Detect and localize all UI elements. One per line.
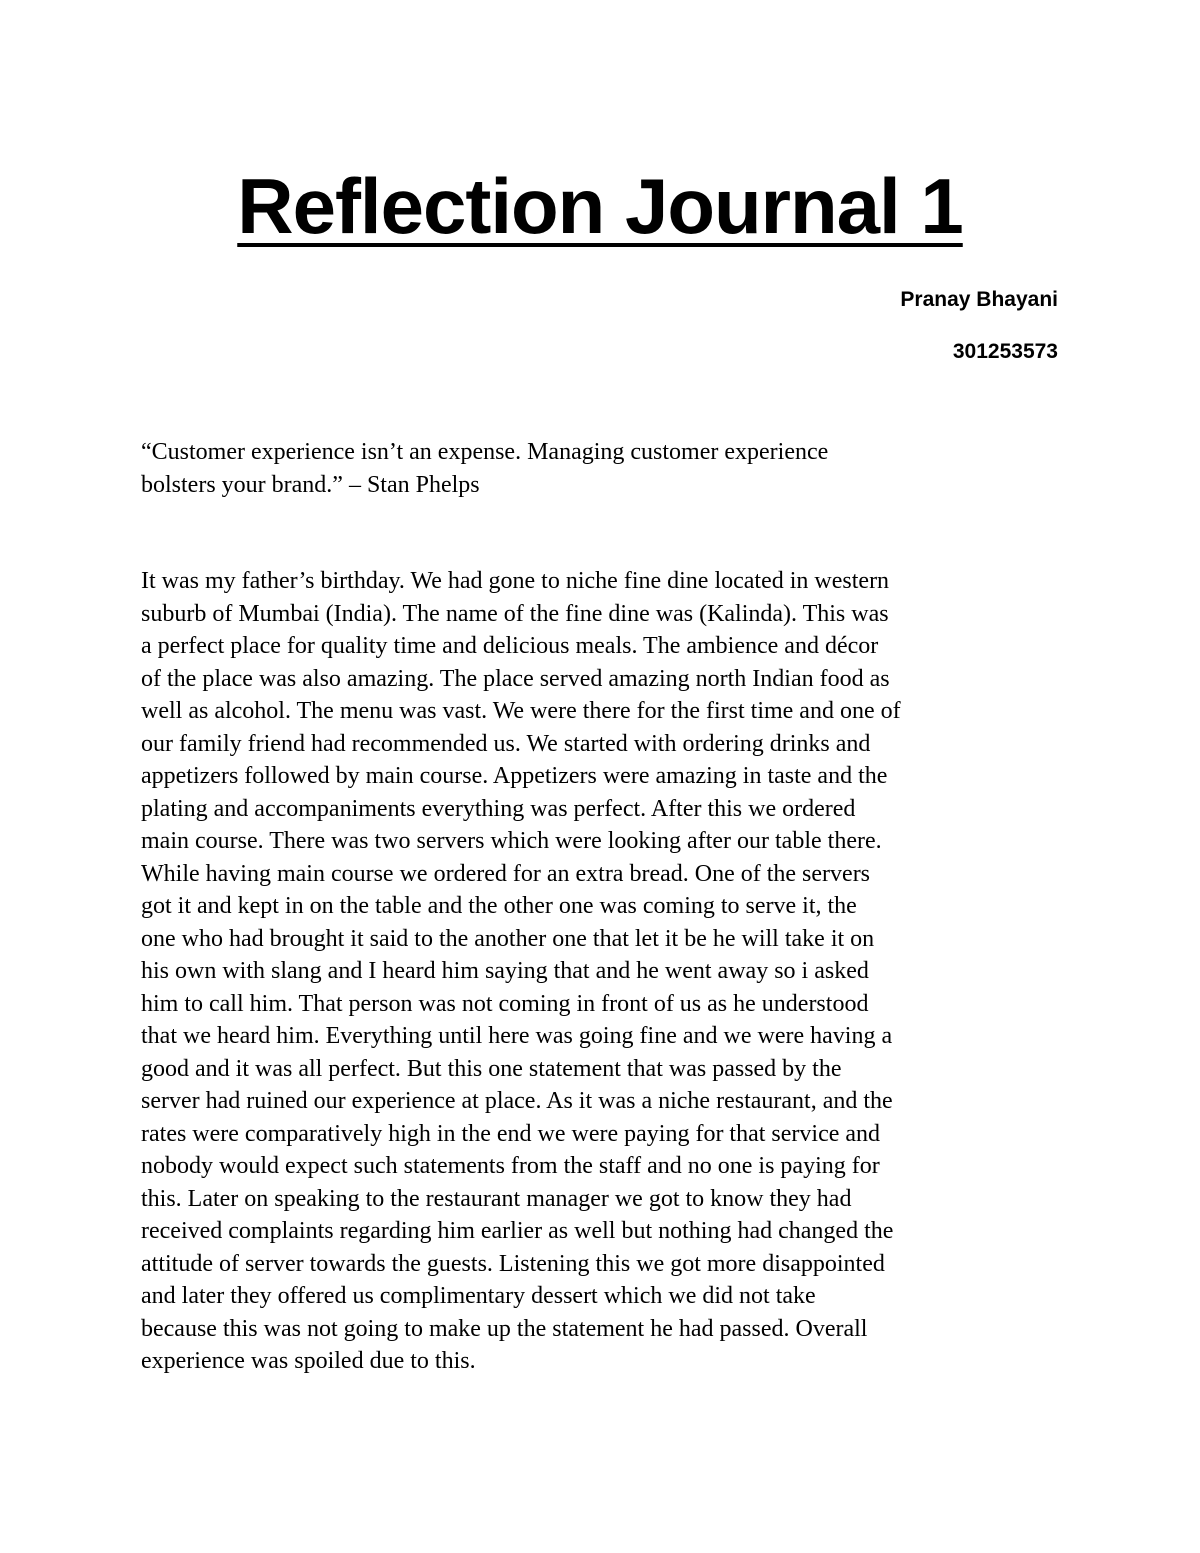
body-line: got it and kept in on the table and the other one was coming to serve it, the: [141, 893, 857, 919]
body-line: one who had brought it said to the another one that let it be he will take it on: [141, 925, 875, 952]
body-line: attitude of server towards the guests. Listening this we got more disappointed: [141, 1250, 885, 1277]
body-line: received complaints regarding him earlier as well but nothing had changed the: [141, 1218, 894, 1244]
body-line: main course. There was two servers which were looking after our table there.: [141, 828, 882, 854]
body-line: his own with slang and I heard him saying that and he went away so i asked: [141, 958, 869, 984]
opening-quote: [141, 436, 1061, 501]
body-line: well as alcohol. The menu was vast. We were there for the first time and one of: [141, 698, 901, 724]
body-line: rates were comparatively high in the end we were paying for that service and: [141, 1120, 881, 1147]
quote-line: “Customer experience isn’t an expense. Managing customer experience: [141, 439, 829, 465]
document-title: [0, 156, 1200, 256]
body-line: good and it was all perfect. But this one statement that was passed by the: [141, 1055, 842, 1082]
body-line: plating and accompaniments everything was perfect. After this we ordered: [141, 795, 856, 822]
document-title-text: Reflection Journal 1: [237, 162, 963, 250]
body-line: a perfect place for quality time and delicious meals. The ambience and décor: [141, 633, 879, 659]
body-line: appetizers followed by main course. Appetizers were amazing in taste and the: [141, 763, 888, 789]
student-id: 301253573: [952, 340, 1058, 363]
body-line: this. Later on speaking to the restaurant manager we got to know they had: [141, 1185, 852, 1212]
body-line: suburb of Mumbai (India). The name of the fine dine was (Kalinda). This was: [141, 600, 889, 627]
body-line: It was my father’s birthday. We had gone to niche fine dine located in western: [141, 568, 890, 594]
quote-line: bolsters your brand.” – Stan Phelps: [141, 471, 480, 498]
body-line: our family friend had recommended us. We started with ordering drinks and: [141, 730, 871, 757]
body-line: While having main course we ordered for an extra bread. One of the servers: [141, 860, 871, 887]
author-name: Pranay Bhayani: [900, 288, 1058, 311]
body-line: him to call him. That person was not coming in front of us as he understood: [141, 990, 869, 1017]
body-line: experience was spoiled due to this.: [141, 1348, 476, 1374]
body-line: nobody would expect such statements from the staff and no one is paying for: [141, 1153, 880, 1179]
body-line: and later they offered us complimentary dessert which we did not take: [141, 1283, 816, 1309]
body-line: of the place was also amazing. The place served amazing north Indian food as: [141, 665, 890, 692]
body-paragraph: [141, 565, 1066, 1378]
body-line: that we heard him. Everything until here was going fine and we were having a: [141, 1023, 893, 1049]
body-line: because this was not going to make up the statement he had passed. Overall: [141, 1315, 868, 1342]
body-line: server had ruined our experience at place. As it was a niche restaurant, and the: [141, 1088, 893, 1114]
